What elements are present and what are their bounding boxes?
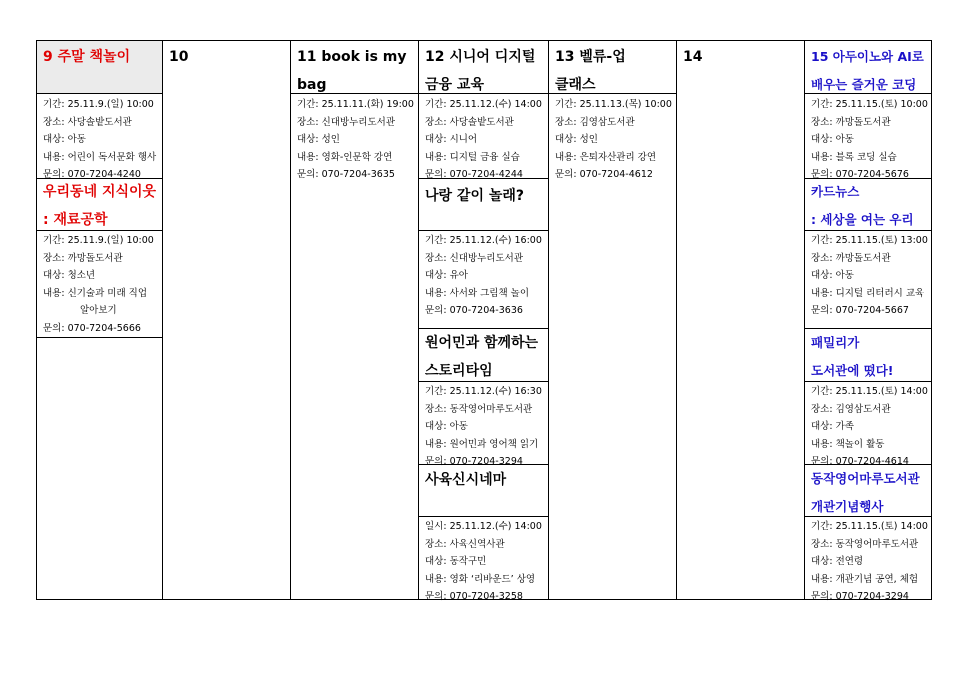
day-column-11 bbox=[291, 41, 419, 599]
event-info: 기간: 25.11.13.(목) 10:00 장소: 김영삼도서관 대상: 성인 내용: 은퇴자산관리 강연 문의: 070-7204-4612 bbox=[555, 99, 672, 180]
event-info: 기간: 25.11.12.(수) 16:00 장소: 신대방누리도서관 대상: 유아 내용: 사서와 그림책 놀이 문의: 070-7204-3636 bbox=[425, 235, 542, 316]
event-title: 나랑 같이 놀래? bbox=[425, 188, 525, 204]
day-number: 14 bbox=[683, 49, 703, 65]
event-title: 우리동네 지식이웃 : 재료공학 bbox=[43, 184, 157, 228]
event-info: 기간: 25.11.15.(토) 14:00 장소: 김영삼도서관 대상: 가족 내용: 책놀이 활동 문의: 070-7204-4614 bbox=[811, 386, 928, 467]
day-column-15 bbox=[805, 41, 931, 602]
event-info: 기간: 25.11.12.(수) 16:30 장소: 동작영어마루도서관 대상: 아동 내용: 원어민과 영어책 읽기 문의: 070-7204-3294 bbox=[425, 386, 542, 467]
day-number: 10 bbox=[169, 49, 189, 65]
day-column-14 bbox=[677, 41, 805, 599]
day-column-10 bbox=[163, 41, 291, 599]
event-info: 기간: 25.11.12.(수) 14:00 장소: 사당솔밭도서관 대상: 시니어 내용: 디지털 금융 실습 문의: 070-7204-4244 bbox=[425, 99, 542, 180]
event-title: 사육신시네마 bbox=[425, 472, 507, 488]
event-info: 기간: 25.11.15.(토) 10:00 장소: 까망돌도서관 대상: 아동 내용: 블록 코딩 실습 문의: 070-7204-5676 bbox=[811, 99, 928, 180]
event-title: 15 아두이노와 AI로 배우는 즐거운 코딩 bbox=[811, 49, 924, 92]
event-title: 12 시니어 디지털 금융 교육 bbox=[425, 49, 536, 93]
event-info: 기간: 25.11.15.(토) 13:00 장소: 까망돌도서관 대상: 아동 내용: 디지털 리터러시 교육 문의: 070-7204-5667 bbox=[811, 235, 928, 316]
event-info: 기간: 25.11.11.(화) 19:00 장소: 신대방누리도서관 대상: 성인 내용: 영화-인문학 강연 문의: 070-7204-3635 bbox=[297, 99, 414, 180]
event-title: 9 주말 책놀이 bbox=[43, 49, 131, 65]
event-title: 11 book is my bag bbox=[297, 49, 407, 93]
event-title: 동작영어마루도서관 개관기념행사 bbox=[811, 471, 920, 514]
calendar-table bbox=[36, 40, 932, 600]
event-info: 기간: 25.11.9.(일) 10:00 장소: 까망돌도서관 대상: 청소년 내용: 신기술과 미래 직업 알아보기 문의: 070-7204-5666 bbox=[43, 235, 154, 334]
day-column-9 bbox=[37, 41, 163, 599]
event-title: 패밀리가 도서관에 떴다! bbox=[811, 335, 894, 378]
event-info: 기간: 25.11.9.(일) 10:00 장소: 사당솔밭도서관 대상: 아동 내용: 어린이 독서문화 행사 문의: 070-7204-4240 bbox=[43, 99, 157, 180]
day-column-13 bbox=[549, 41, 677, 599]
event-info: 일시: 25.11.12.(수) 14:00 장소: 사육신역사관 대상: 동작구민 내용: 영화 ‘리바운드’ 상영 문의: 070-7204-3258 bbox=[425, 521, 542, 602]
event-title: 원어민과 함께하는 스토리타임 bbox=[425, 335, 539, 379]
event-info: 기간: 25.11.15.(토) 14:00 장소: 동작영어마루도서관 대상: 전연령 내용: 개관기념 공연, 체험 문의: 070-7204-3294 bbox=[811, 521, 928, 602]
event-title: 13 벨류-업 클래스 bbox=[555, 49, 626, 93]
event-title: 카드뉴스 : 세상을 여는 우리 bbox=[811, 184, 914, 227]
day-column-12 bbox=[419, 41, 549, 602]
